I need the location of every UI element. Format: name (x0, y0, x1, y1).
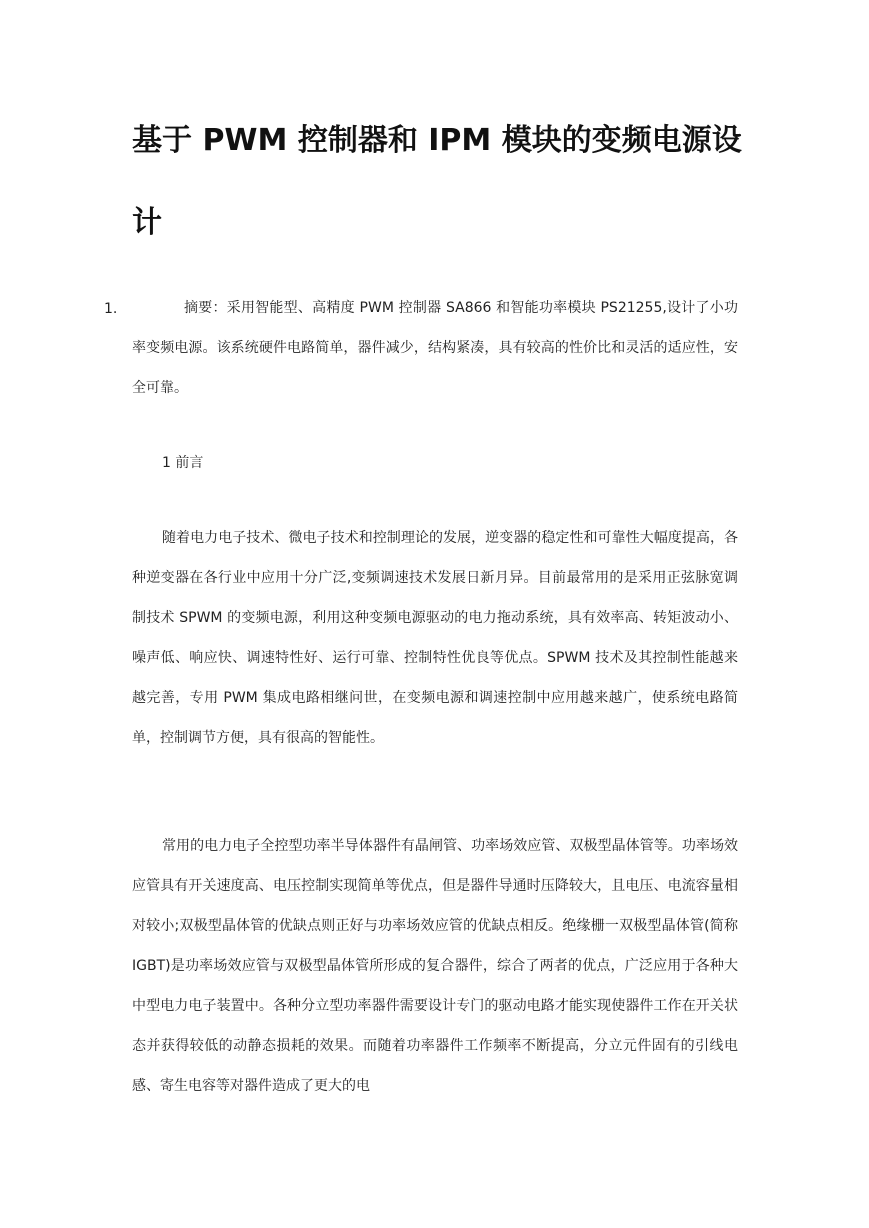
body-paragraph: 常用的电力电子全控型功率半导体器件有晶闸管、功率场效应管、双极型晶体管等。功率场效应管具有开关速度高、电压控制实现简单等优点，但是器件导通时压降较大，且电压、电流容量相对较小;双极型晶体管的优缺点则正好与功率场效应管的优缺点相反。绝缘栅一双极型晶体管(简称 IGBT)是功率场效应管与双极型晶体管所形成的复合器件，综合了两者的优点，广泛应用于各种大中型电力电子装置中。各种分立型功率器件需要设计专门的驱动电路才能实现使器件工作在开关状态并获得较低的动静态损耗的效果。而随着功率器件工作频率不断提高，分立元件固有的引线电感、寄生电容等对器件造成了更大的电 (132, 838, 738, 1094)
body-paragraph: 随着电力电子技术、微电子技术和控制理论的发展，逆变器的稳定性和可靠性大幅度提高，各种逆变器在各行业中应用十分广泛,变频调速技术发展日新月异。目前最常用的是采用正弦脉宽调制技术 SPWM 的变频电源，利用这种变频电源驱动的电力拖动系统，具有效率高、转矩波动小、噪声低、响应快、调速特性好、运行可靠、控制特性优良等优点。SPWM 技术及其控制性能越来越完善，专用 PWM 集成电路相继问世，在变频电源和调速控制中应用越来越广，使系统电路简单，控制调节方便，具有很高的智能性。 (132, 530, 738, 746)
section-heading: 1 前言 (162, 455, 204, 471)
abstract-paragraph: 摘要：采用智能型、高精度 PWM 控制器 SA866 和智能功率模块 PS21255,设计了小功率变频电源。该系统硬件电路简单，器件减少，结构紧凑，具有较高的性价比和灵活的适应性，安全可靠。 (132, 300, 738, 396)
document-title: 基于 PWM 控制器和 IPM 模块的变频电源设计 (132, 123, 742, 240)
list-number: 1. (104, 301, 118, 317)
